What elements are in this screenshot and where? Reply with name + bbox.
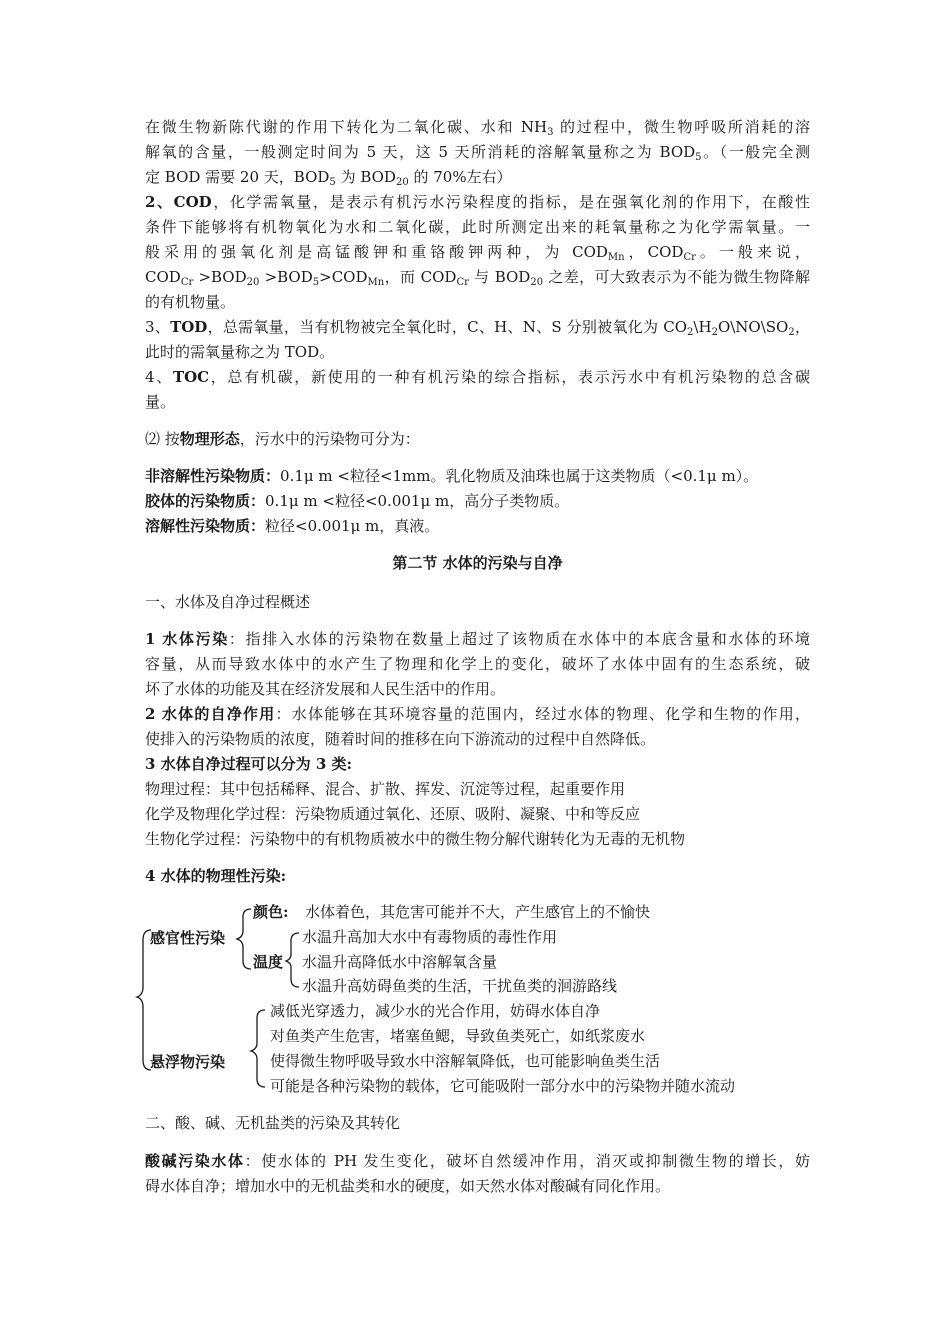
physical-pollution-diagram [135, 895, 835, 1105]
suspended-item: 对鱼类产生危害，堵塞鱼鳃，导致鱼类死亡，如纸浆废水 [270, 1027, 646, 1045]
subsection-heading-1: 一、水体及自净过程概述 [145, 593, 311, 611]
toc-line-2: 量。 [145, 393, 176, 411]
definition-water-pollution: 1 水体污染：指排入水体的污染物在数量上超过了该物质在水体中的本底含量和水体的环境 容量，从而导致水体中的水产生了物理和化学上的变化，破坏了水体中固有的生态系统，破 坏了水体的功能及其在经济发展和人民生活中的作用。 [145, 630, 810, 698]
cod-line-2: 条件下能够将有机物氧化为水和二氧化碳，此时所测定出来的耗氧量称之为化学需氧量。一 [145, 218, 810, 236]
toc-line-1: 4、TOC，总有机碳，新使用的一种有机污染的综合指标，表示污水中有机污染物的总含碳 [145, 368, 810, 386]
bod-line-2: 解氧的含量，一般测定时间为 5 天，这 5 天所消耗的溶解氧量称之为 $BOD_5$。（一般完全测 [145, 143, 810, 163]
pollutant-types-list [145, 464, 810, 539]
outer-brace [137, 930, 151, 1070]
temperature-brace [286, 933, 299, 987]
suspended-brace [251, 1010, 265, 1087]
sensory-brace [237, 909, 251, 969]
temperature-item: 水温升高降低水中溶解氧含量 [302, 953, 498, 971]
suspended-pollution-label: 悬浮物污染 [150, 1053, 226, 1071]
bod-line-3: 定 BOD 需要 20 天，$BOD_5$ 为 $BOD_{20}$ 的 70%左右） [145, 168, 512, 188]
category-item: 化学及物理化学过程：污染物质通过氧化、还原、吸附、凝聚、中和等反应 [145, 805, 641, 823]
type-item: 溶解性污染物质：粒径<0.001μ m，真液。 [145, 517, 440, 535]
suspended-item: 使得微生物呼吸导致水中溶解氧降低，也可能影响鱼类生活 [270, 1052, 661, 1070]
type-item: 胶体的污染物质：0.1μ m <粒径<0.001μ m，高分子类物质。 [145, 492, 570, 510]
physical-pollution-heading: 4 水体的物理性污染: [145, 867, 287, 885]
category-item: 物理过程：其中包括稀释、混合、扩散、挥发、沉淀等过程，起重要作用 [145, 780, 626, 798]
acid-base-paragraph: 酸碱污染水体：使水体的 PH 发生变化，破坏自然缓冲作用，消灭或抑制微生物的增长，妨 碍水体自净；增加水中的无机盐类和水的硬度，如天然水体对酸碱有同化作用。 [145, 1152, 810, 1195]
suspended-item: 减低光穿透力，减少水的光合作用，妨碍水体自净 [270, 1002, 601, 1020]
tod-line-2: 此时的需氧量称之为 TOD。 [145, 343, 335, 361]
toc-paragraph [145, 365, 810, 415]
suspended-item: 可能是各种污染物的载体，它可能吸附一部分水中的污染物并随水流动 [270, 1077, 736, 1095]
section-title: 第二节 水体的污染与自净 [392, 554, 563, 572]
cod-line-5: 的有机物量。 [145, 293, 236, 311]
temperature-label: 温度 [253, 953, 284, 971]
self-purification-categories: 3 水体自净过程可以分为 3 类: 物理过程：其中包括稀释、混合、扩散、挥发、沉淀等过程，起重要作用 化学及物理化学过程：污染物质通过氧化、还原、吸附、凝聚、中和等反应 生物化学过程：污染物中的有机物质被水中的微生物分解代谢转化为无毒的无机物 [145, 752, 810, 852]
cod-line-4: $COD_{Cr} >BOD_{20} >BOD_5>COD_{Mn}$，而 $COD_{Cr}$ 与 $BOD_{20}$ 之差，可大致表示为不能为微生物降解 [145, 268, 810, 288]
bod-paragraph [145, 115, 810, 190]
bod-line-1: 在微生物新陈代谢的作用下转化为二氧化碳、水和 $NH_3$ 的过程中，微生物呼吸所消耗的溶 [145, 118, 810, 138]
color-label: 颜色: [253, 903, 289, 921]
physical-form-heading: ⑵ 按物理形态，污水中的污染物可分为： [145, 430, 420, 448]
temperature-item: 水温升高妨碍鱼类的生活，干扰鱼类的洄游路线 [302, 977, 618, 995]
cod-paragraph [145, 190, 810, 315]
type-item: 非溶解性污染物质：0.1μ m <粒径<1mm。乳化物质及油珠也属于这类物质（<0.1μ m）。 [145, 467, 759, 485]
tod-line-1: 3、TOD，总需氧量，当有机物被完全氧化时，C、H、N、S 分别被氧化为 $CO_2\backslash H_2O\backslash NO\backslash SO_2$， [145, 318, 810, 338]
subsection-heading-2: 二、酸、碱、无机盐类的污染及其转化 [145, 1114, 401, 1132]
color-text: 水体着色，其危害可能并不大，产生感官上的不愉快 [305, 903, 651, 921]
sensory-pollution-label: 感官性污染 [150, 929, 226, 947]
tod-paragraph [145, 315, 810, 365]
cod-line-1: 2、COD，化学需氧量，是表示有机污水污染程度的指标，是在强氧化剂的作用下，在酸性 [145, 193, 810, 211]
temperature-item: 水温升高加大水中有毒物质的毒性作用 [302, 928, 558, 946]
cod-line-3: 般采用的强氧化剂是高锰酸钾和重铬酸钾两种，为 $COD_{Mn}$，$COD_{Cr}$。一般来说， [145, 243, 810, 263]
definition-self-purification: 2 水体的自净作用：水体能够在其环境容量的范围内，经过水体的物理、化学和生物的作用， 使排入的污染物质的浓度，随着时间的推移在向下游流动的过程中自然降低。 [145, 705, 810, 748]
category-item: 生物化学过程：污染物中的有机物质被水中的微生物分解代谢转化为无毒的无机物 [145, 830, 686, 848]
